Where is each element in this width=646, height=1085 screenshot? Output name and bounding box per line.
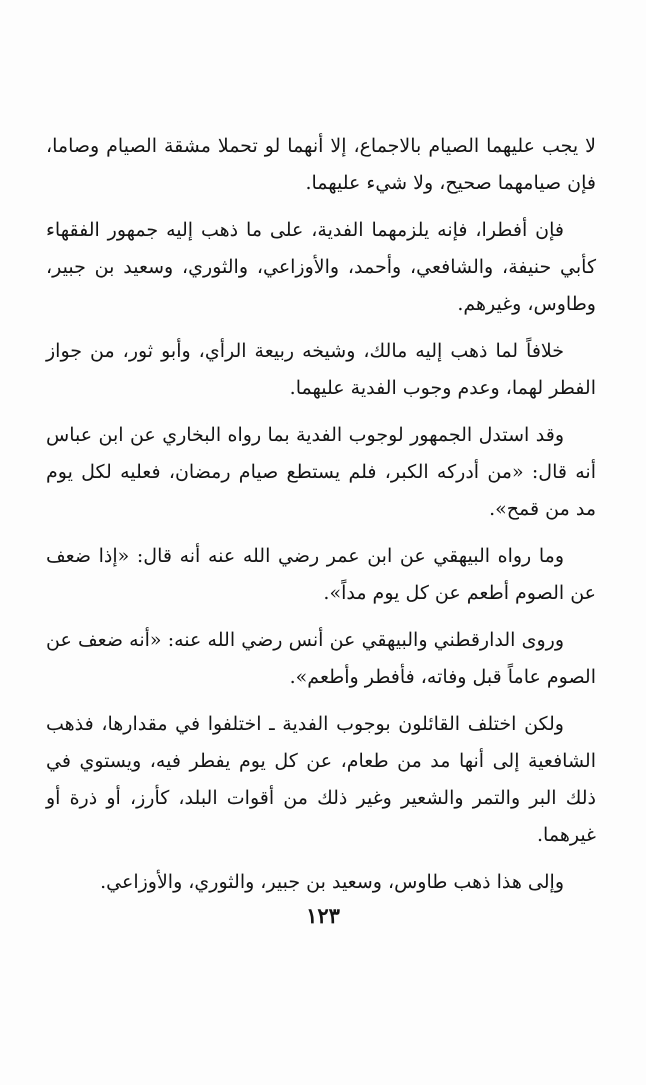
body-text [46, 128, 596, 911]
paragraph-3: خلافاً لما ذهب إليه مالك، وشيخه ربيعة الرأي، وأبو ثور، من جواز الفطر لهما، وعدم وجوب الفدية عليهما. [46, 340, 596, 399]
paragraph-5: وما رواه البيهقي عن ابن عمر رضي الله عنه أنه قال: «إذا ضعف عن الصوم أطعم عن كل يوم مداً». [46, 545, 596, 604]
paragraph-2: فإن أفطرا، فإنه يلزمهما الفدية، على ما ذهب إليه جمهور الفقهاء كأبي حنيفة، والشافعي، وأحمد، والأوزاعي، والثوري، وسعيد بن جبير، وطاوس، وغيرهم. [46, 219, 596, 315]
paragraph-7: ولكن اختلف القائلون بوجوب الفدية ـ اختلفوا في مقدارها، فذهب الشافعية إلى أنها مد من طعام، عن كل يوم يفطر فيه، ويستوي في ذلك البر والتمر والشعير وغير ذلك من أقوات البلد، كأرز، أو ذرة أو غيرهما. [46, 713, 596, 846]
page-number: ١٢٣ [306, 903, 340, 928]
paragraph-8: وإلى هذا ذهب طاوس، وسعيد بن جبير، والثوري، والأوزاعي. [100, 871, 564, 893]
paragraph-1: لا يجب عليهما الصيام بالاجماع، إلا أنهما لو تحملا مشقة الصيام وصاما، فإن صيامهما صحيح، ولا شيء عليهما. [46, 135, 596, 194]
paragraph-6: وروى الدارقطني والبيهقي عن أنس رضي الله عنه: «أنه ضعف عن الصوم عاماً قبل وفاته، فأفطر وأطعم». [46, 629, 596, 688]
paragraph-4: وقد استدل الجمهور لوجوب الفدية بما رواه البخاري عن ابن عباس أنه قال: «من أدركه الكبر، فلم يستطع صيام رمضان، فعليه لكل يوم مد من قمح». [46, 424, 596, 520]
